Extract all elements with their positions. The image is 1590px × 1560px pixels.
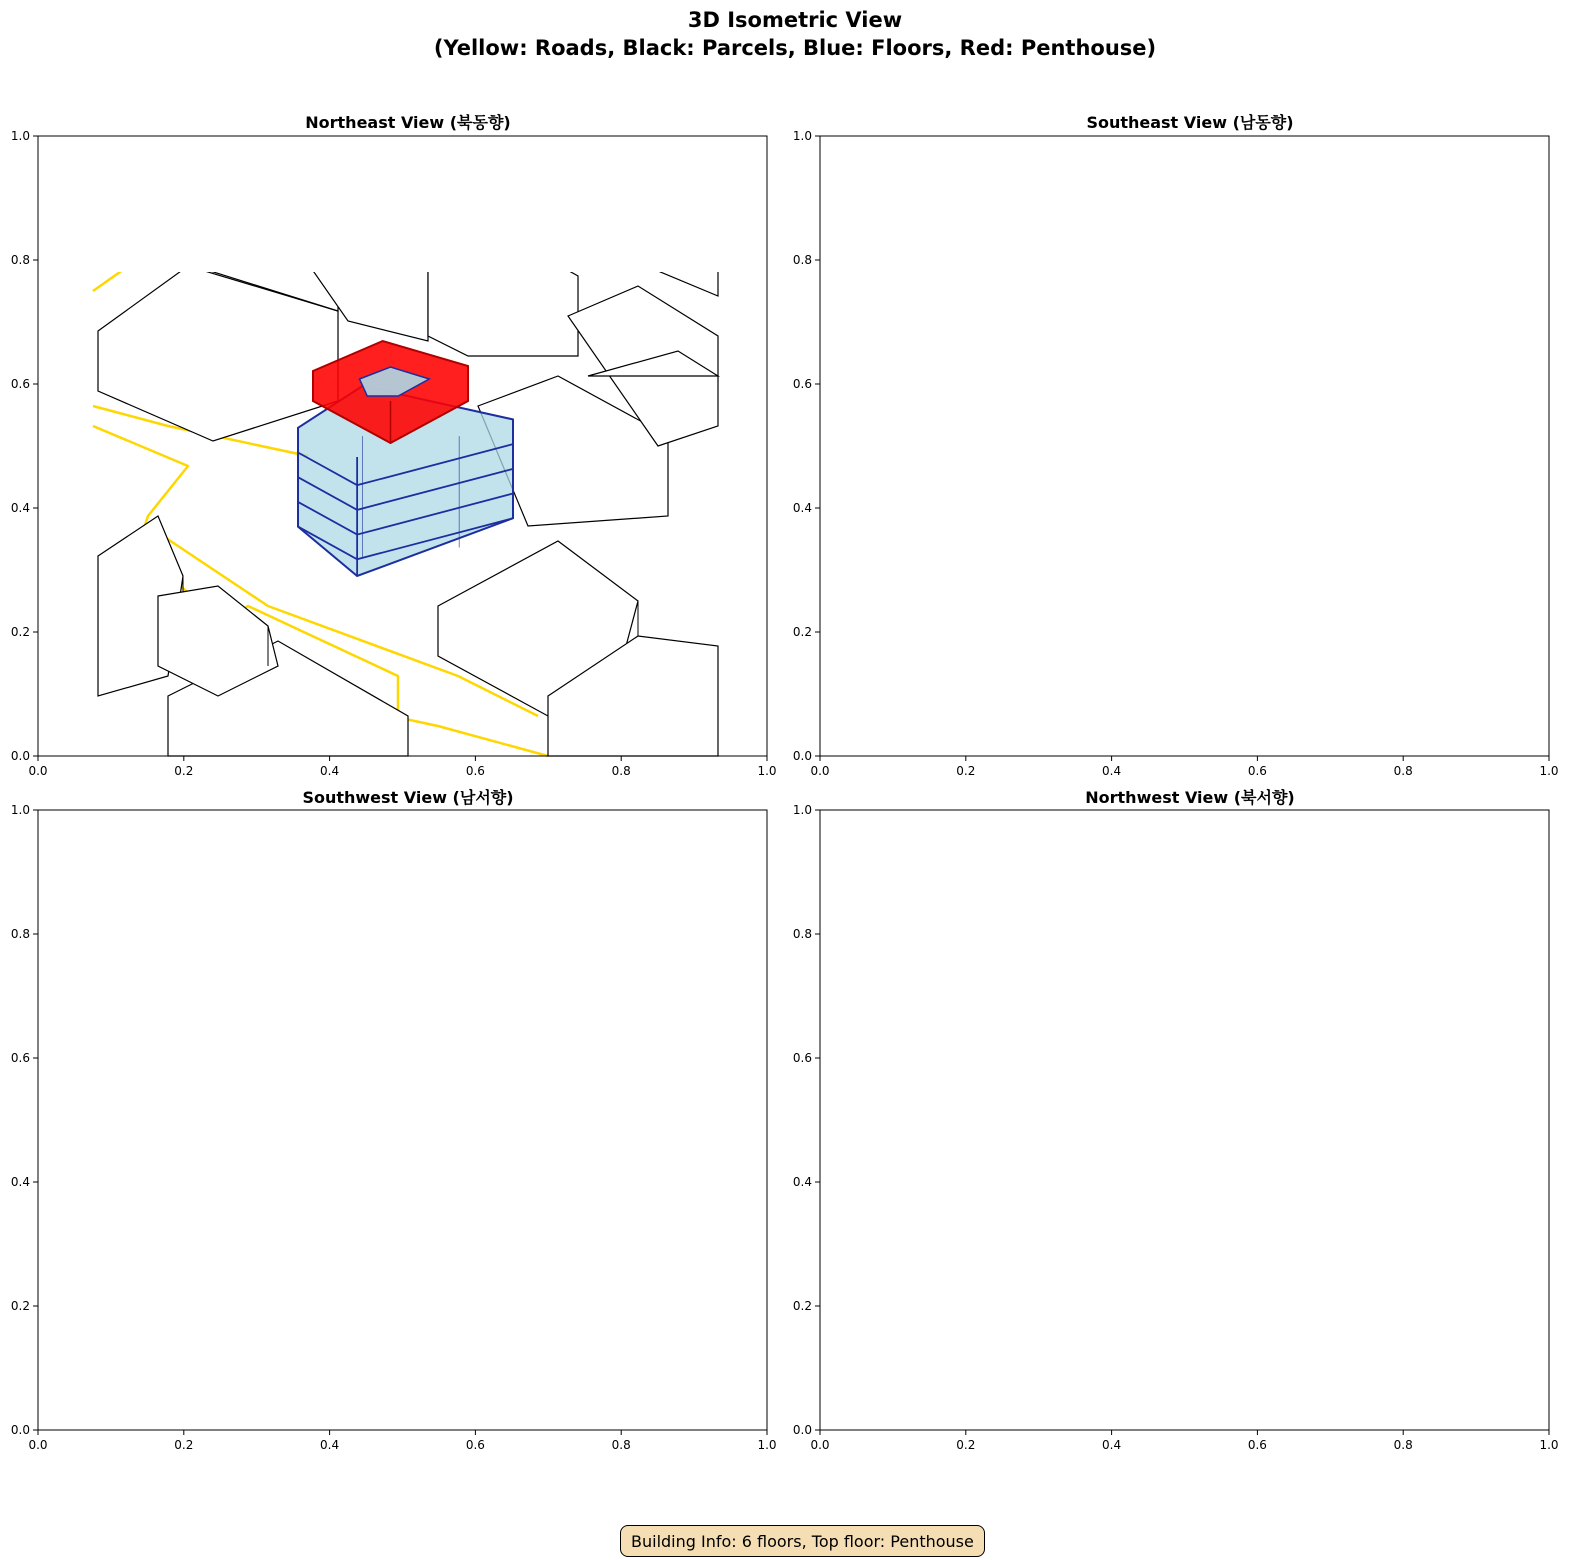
parcel-building [598, 1090, 718, 1230]
x-tick-label: 0.0 [28, 1438, 48, 1452]
axes-frame [820, 136, 1549, 756]
parcel-building [508, 161, 608, 236]
parcel-face [1120, 166, 1170, 256]
panel-title-southwest: Southwest View (남서향) [302, 788, 514, 807]
road-line [258, 1230, 678, 1410]
x-tick-label: 1.0 [1539, 1438, 1559, 1452]
parcel-face [1200, 1280, 1380, 1430]
parcel-building [278, 870, 488, 980]
parcel-face [880, 1090, 1000, 1210]
parcel-building [960, 126, 1120, 296]
axes-southwest [11, 803, 777, 1452]
x-tick-label: 0.2 [174, 764, 194, 778]
parcel-building [428, 231, 578, 356]
parcel-building [98, 1310, 248, 1430]
scene-northeast [93, 131, 718, 756]
y-tick-label: 0.8 [792, 927, 812, 941]
panel-southwest [11, 800, 777, 1452]
axes-frame [38, 810, 767, 1430]
y-tick-label: 0.0 [792, 749, 812, 763]
panel-northeast [11, 129, 777, 778]
floor-slab-line [313, 1181, 528, 1225]
road-line [1420, 256, 1500, 296]
x-tick-label: 0.0 [28, 764, 48, 778]
building-floors [1088, 1060, 1298, 1270]
floor-slab-line [1088, 1206, 1298, 1251]
penthouse-walls [1105, 1010, 1270, 1108]
road-line [93, 800, 208, 895]
parcel-building [1120, 166, 1170, 256]
parcel-face [508, 890, 538, 980]
parcel-building [1250, 126, 1460, 276]
x-tick-label: 0.6 [1247, 1438, 1267, 1452]
x-tick-label: 0.4 [1102, 764, 1122, 778]
floor-slab-line [313, 1208, 528, 1252]
parcel-building [1280, 1060, 1440, 1210]
y-tick-label: 0.4 [10, 501, 30, 515]
y-tick-label: 0.0 [792, 1423, 812, 1437]
parcel-face [343, 900, 383, 1010]
parcel-building [880, 815, 1060, 940]
parcel-face [598, 1090, 718, 1230]
x-tick-label: 0.2 [174, 1438, 194, 1452]
parcel-face [875, 656, 1050, 756]
floor-slab-line [1085, 452, 1290, 495]
y-tick-label: 1.0 [10, 803, 30, 817]
y-tick-label: 0.0 [10, 1423, 30, 1437]
x-tick-label: 1.0 [757, 764, 777, 778]
parcel-face [960, 126, 1120, 256]
floor-volume [1085, 391, 1290, 591]
parcel-building [1250, 656, 1500, 756]
road-line [1240, 586, 1340, 636]
parcel-face [950, 531, 1150, 676]
x-tick-label: 0.8 [1393, 764, 1413, 778]
x-tick-label: 0.2 [956, 764, 976, 778]
floor-slab-line [1088, 1152, 1298, 1197]
y-tick-label: 0.2 [792, 1299, 812, 1313]
parcel-building [343, 900, 383, 1050]
y-tick-label: 0.8 [792, 253, 812, 267]
parcel-building [98, 1200, 268, 1370]
road-line [1410, 311, 1500, 346]
parcel-face [1300, 880, 1470, 1000]
penthouse-walls [358, 1020, 508, 1122]
parcel-building [940, 1100, 1070, 1230]
parcel-face [980, 970, 1140, 1110]
parcel-building [288, 131, 518, 266]
parcel-building [875, 656, 1050, 756]
parcel-building [408, 960, 598, 1090]
road-line [920, 1240, 1500, 1410]
y-tick-label: 0.4 [792, 1175, 812, 1189]
x-tick-label: 0.6 [465, 1438, 485, 1452]
scene-southwest [93, 800, 718, 1430]
parcel-building [1340, 980, 1500, 1110]
y-tick-label: 0.6 [792, 377, 812, 391]
parcel-face [538, 1020, 668, 1130]
parcel-face [1020, 1060, 1130, 1130]
parcel-face [1360, 1260, 1500, 1380]
x-tick-label: 0.2 [956, 1438, 976, 1452]
parcel-face [1200, 830, 1390, 960]
parcel-face [1430, 376, 1500, 476]
parcel-face [458, 1310, 718, 1430]
parcel-face [1050, 586, 1340, 756]
y-tick-label: 0.0 [10, 749, 30, 763]
parcel-building [98, 1025, 278, 1200]
figure-title-line1: 3D Isometric View [687, 8, 903, 32]
parcel-face [98, 1025, 278, 1200]
parcel-face [1250, 126, 1460, 276]
road-line [875, 1140, 1500, 1260]
parcel-building [1020, 1060, 1130, 1130]
parcel-building [1060, 880, 1220, 950]
parcel-building [1200, 1280, 1380, 1430]
parcel-face [428, 231, 578, 356]
road-line [1260, 800, 1330, 810]
parcel-face [228, 1250, 378, 1410]
x-tick-label: 0.8 [1393, 1438, 1413, 1452]
floor-slab-line [1085, 530, 1290, 573]
panel-title-northwest: Northwest View (북서향) [1085, 788, 1295, 807]
y-tick-label: 0.8 [10, 253, 30, 267]
x-tick-label: 0.0 [810, 1438, 830, 1452]
penthouse-courtyard [1163, 362, 1235, 391]
parcel-face [1340, 980, 1500, 1110]
road-line [950, 1170, 1480, 1280]
floor-volume [313, 1065, 528, 1270]
y-tick-label: 0.6 [792, 1051, 812, 1065]
parcel-face [278, 870, 488, 980]
parcel-face [558, 890, 718, 1010]
parcel-building [875, 1270, 950, 1390]
building-floors [313, 1065, 528, 1270]
penthouse [358, 1020, 508, 1122]
parcel-face [880, 930, 1040, 1080]
x-tick-label: 0.8 [611, 764, 631, 778]
parcel-face [288, 131, 518, 266]
floor-volume [1088, 1060, 1298, 1270]
y-tick-label: 0.4 [10, 1175, 30, 1189]
parcel-building [1360, 1260, 1500, 1380]
road-line [148, 1010, 698, 1350]
floor-slab-line [1085, 504, 1290, 547]
parcel-building [418, 800, 668, 960]
parcel-building [1030, 990, 1260, 1110]
x-tick-label: 1.0 [757, 1438, 777, 1452]
parcel-building [880, 930, 1040, 1080]
floor-slab-line [1088, 1124, 1298, 1169]
parcel-building [880, 1090, 1000, 1210]
parcel-face [880, 815, 1060, 940]
road-line [875, 236, 1500, 586]
y-tick-label: 0.2 [10, 625, 30, 639]
parcel-face [1180, 206, 1310, 326]
floor-slab-line [313, 1128, 528, 1172]
x-tick-label: 0.6 [465, 764, 485, 778]
road-line [93, 850, 228, 935]
parcel-face [1280, 1060, 1440, 1210]
parcel-building [1380, 496, 1500, 616]
parcel-face [598, 216, 718, 296]
y-tick-label: 0.6 [10, 1051, 30, 1065]
parcel-face [508, 161, 608, 236]
penthouse [1105, 1010, 1270, 1108]
parcel-face [173, 1170, 298, 1280]
parcel-face [970, 840, 1140, 970]
panel-southeast [793, 126, 1559, 778]
parcel-building [558, 890, 718, 1010]
y-tick-label: 1.0 [10, 129, 30, 143]
parcel-face [193, 805, 368, 970]
floor-slab-line [1085, 478, 1290, 521]
y-tick-label: 1.0 [792, 803, 812, 817]
x-tick-label: 0.4 [320, 1438, 340, 1452]
parcel-building [173, 1170, 298, 1280]
parcel-face [1060, 880, 1220, 950]
parcel-face [98, 1200, 268, 1370]
parcel-building [508, 890, 538, 1020]
parcel-building [1430, 376, 1500, 506]
penthouse-courtyard [1155, 1036, 1229, 1065]
parcel-building [950, 531, 1150, 676]
parcel-building [1050, 586, 1340, 756]
parcel-building [458, 1310, 718, 1430]
road-line [940, 1180, 1440, 1430]
y-tick-label: 1.0 [792, 129, 812, 143]
y-tick-label: 0.2 [792, 625, 812, 639]
parcel-building [875, 226, 1030, 376]
parcel-building [538, 1020, 668, 1130]
parcel-building [1300, 880, 1470, 1000]
parcel-building [228, 1250, 378, 1410]
panel-title-southeast: Southeast View (남동향) [1086, 113, 1294, 132]
x-tick-label: 0.8 [611, 1438, 631, 1452]
parcel-face [940, 1100, 1070, 1230]
axes-southeast [793, 129, 1559, 778]
panel-northwest [793, 800, 1559, 1452]
road-line [198, 1130, 518, 1310]
parcel-face [418, 800, 668, 960]
parcel-face [1380, 496, 1500, 616]
y-tick-label: 0.6 [10, 377, 30, 391]
parcel-building [1030, 276, 1190, 376]
parcel-face [875, 376, 1070, 516]
parcel-building [598, 216, 718, 296]
parcel-face [1030, 990, 1260, 1110]
road-line [93, 965, 688, 1370]
figure-title-line2: (Yellow: Roads, Black: Parcels, Blue: Floors, Red: Penthouse) [433, 36, 1157, 60]
parcel-building [1320, 546, 1440, 656]
parcel-face [1320, 546, 1440, 656]
x-tick-label: 0.6 [1247, 764, 1267, 778]
parcel-face [183, 1040, 318, 1190]
building-floors [1085, 391, 1290, 591]
penthouse [1115, 336, 1275, 438]
parcel-face [875, 1270, 950, 1370]
y-tick-label: 0.4 [792, 501, 812, 515]
x-tick-label: 0.4 [320, 764, 340, 778]
y-tick-label: 0.8 [10, 927, 30, 941]
axes-frame [820, 810, 1549, 1430]
road-line [238, 1330, 458, 1430]
road-line [875, 1350, 940, 1370]
parcel-building [1200, 830, 1390, 960]
y-tick-label: 0.2 [10, 1299, 30, 1313]
scene-northwest [875, 800, 1500, 1430]
parcel-face [98, 1310, 248, 1430]
parcel-building [980, 970, 1140, 1110]
parcel-face [408, 960, 598, 1090]
x-tick-label: 0.4 [1102, 1438, 1122, 1452]
parcel-building [875, 376, 1070, 516]
axes-northwest [793, 803, 1559, 1452]
floor-slab-line [313, 1154, 528, 1198]
scene-southeast [875, 126, 1500, 756]
parcel-face [875, 226, 1030, 376]
penthouse-courtyard [403, 1046, 471, 1075]
parcel-building [183, 1040, 318, 1190]
x-tick-label: 0.0 [810, 764, 830, 778]
panel-title-northeast: Northeast View (북동향) [305, 113, 511, 132]
x-tick-label: 1.0 [1539, 764, 1559, 778]
parcel-face [1030, 276, 1190, 376]
parcel-building [1180, 206, 1310, 326]
building-info-box: Building Info: 6 floors, Top floor: Penthouse [620, 1525, 985, 1557]
parcel-building [970, 840, 1140, 970]
road-line [875, 436, 1340, 576]
parcel-face [1250, 656, 1500, 756]
parcel-building [193, 805, 368, 970]
penthouse-walls [1115, 336, 1275, 438]
floor-slab-line [1088, 1179, 1298, 1224]
